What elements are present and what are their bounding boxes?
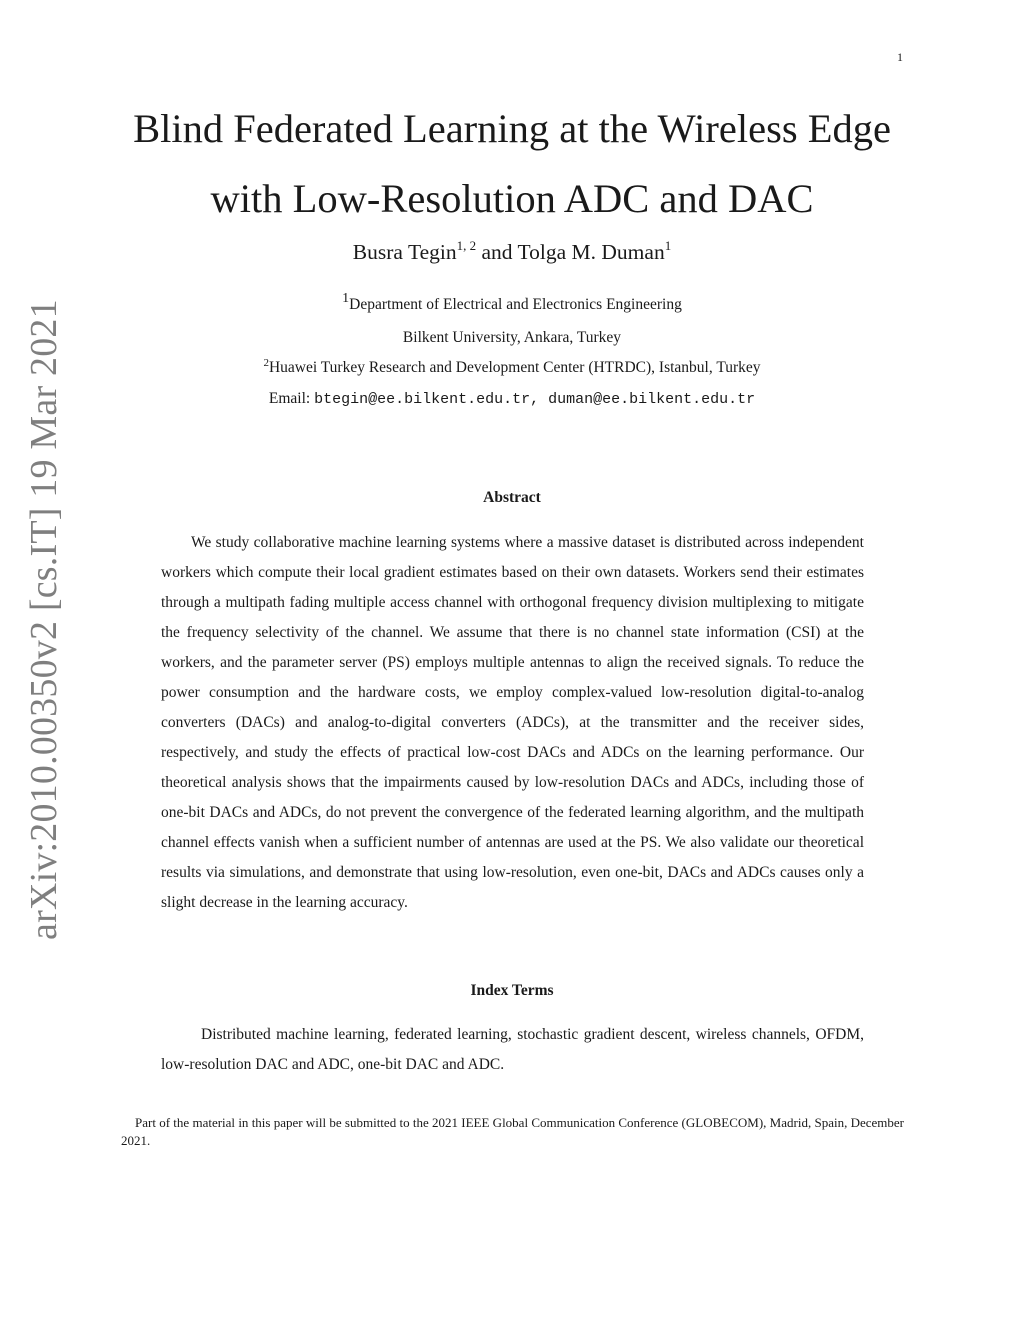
author-list <box>0 240 1024 265</box>
paper-title <box>0 94 1024 234</box>
author-conjunction: and <box>481 240 513 264</box>
email-addresses: btegin@ee.bilkent.edu.tr, duman@ee.bilkent.edu.tr <box>314 391 756 408</box>
page-number: 1 <box>897 50 903 64</box>
index-terms-body: Distributed machine learning, federated learning, stochastic gradient descent, wireless channels, OFDM, low-resolution DAC and ADC, one-bit DAC and ADC. <box>161 1026 864 1073</box>
affiliation-text: Bilkent University, Ankara, Turkey <box>402 329 622 346</box>
title-line-1: Blind Federated Learning at the Wireless Edge <box>133 106 891 151</box>
footnote: Part of the material in this paper will be submitted to the 2021 IEEE Global Communication Conference (GLOBECOM), Madrid, Spain, December 2021. <box>121 1115 904 1148</box>
affiliation-text: Huawei Turkey Research and Development Center (HTRDC), Istanbul, Turkey <box>268 359 761 376</box>
index-terms-heading: Index Terms <box>470 982 554 999</box>
author-affiliation-mark: 1 <box>664 238 672 253</box>
author-name: Busra Tegin <box>352 240 457 264</box>
email-line <box>0 390 1024 408</box>
abstract-heading: Abstract <box>483 489 541 506</box>
affiliation-mark: 1 <box>342 291 350 306</box>
arxiv-identifier: arXiv:2010.00350v2 [cs.IT] 19 Mar 2021 <box>23 299 65 940</box>
author-name: Tolga M. Duman <box>517 240 665 264</box>
abstract-body: We study collaborative machine learning systems where a massive dataset is distributed across independent workers which compute their local gradient estimates based on their own datasets. Workers send their estimates through a multipath fading multiple access channel with orthogonal frequency division multiplexing to mitigate the frequency selectivity of the channel. We assume that there is no channel state information (CSI) at the workers, and the parameter server (PS) employs multiple antennas to align the received signals. To reduce the power consumption and the hardware costs, we employ complex-valued low-resolution digital-to-analog converters (DACs) and analog-to-digital converters (ADCs), at the transmitter and the receiver sides, respectively, and study the effects of practical low-cost DACs and ADCs on the learning performance. Our theoretical analysis shows that the impairments caused by low-resolution DACs and ADCs, including those of one-bit DACs and ADCs, do not prevent the convergence of the federated learning algorithm, and the multipath channel effects vanish when a sufficient number of antennas are used at the PS. We also validate our theoretical results via simulations, and demonstrate that using low-resolution, even one-bit, DACs and ADCs causes only a slight decrease in the learning accuracy. <box>161 534 864 911</box>
affiliation-text: Department of Electrical and Electronics Engineering <box>349 296 682 313</box>
email-label: Email: <box>268 390 311 407</box>
affiliation-2 <box>0 359 1024 377</box>
affiliation-mark: 2 <box>263 357 269 369</box>
author-affiliation-mark: 1, 2 <box>456 238 477 253</box>
title-line-2: with Low-Resolution ADC and DAC <box>210 176 814 221</box>
affiliation-1-university <box>0 329 1024 347</box>
affiliation-1-department <box>0 291 1024 314</box>
